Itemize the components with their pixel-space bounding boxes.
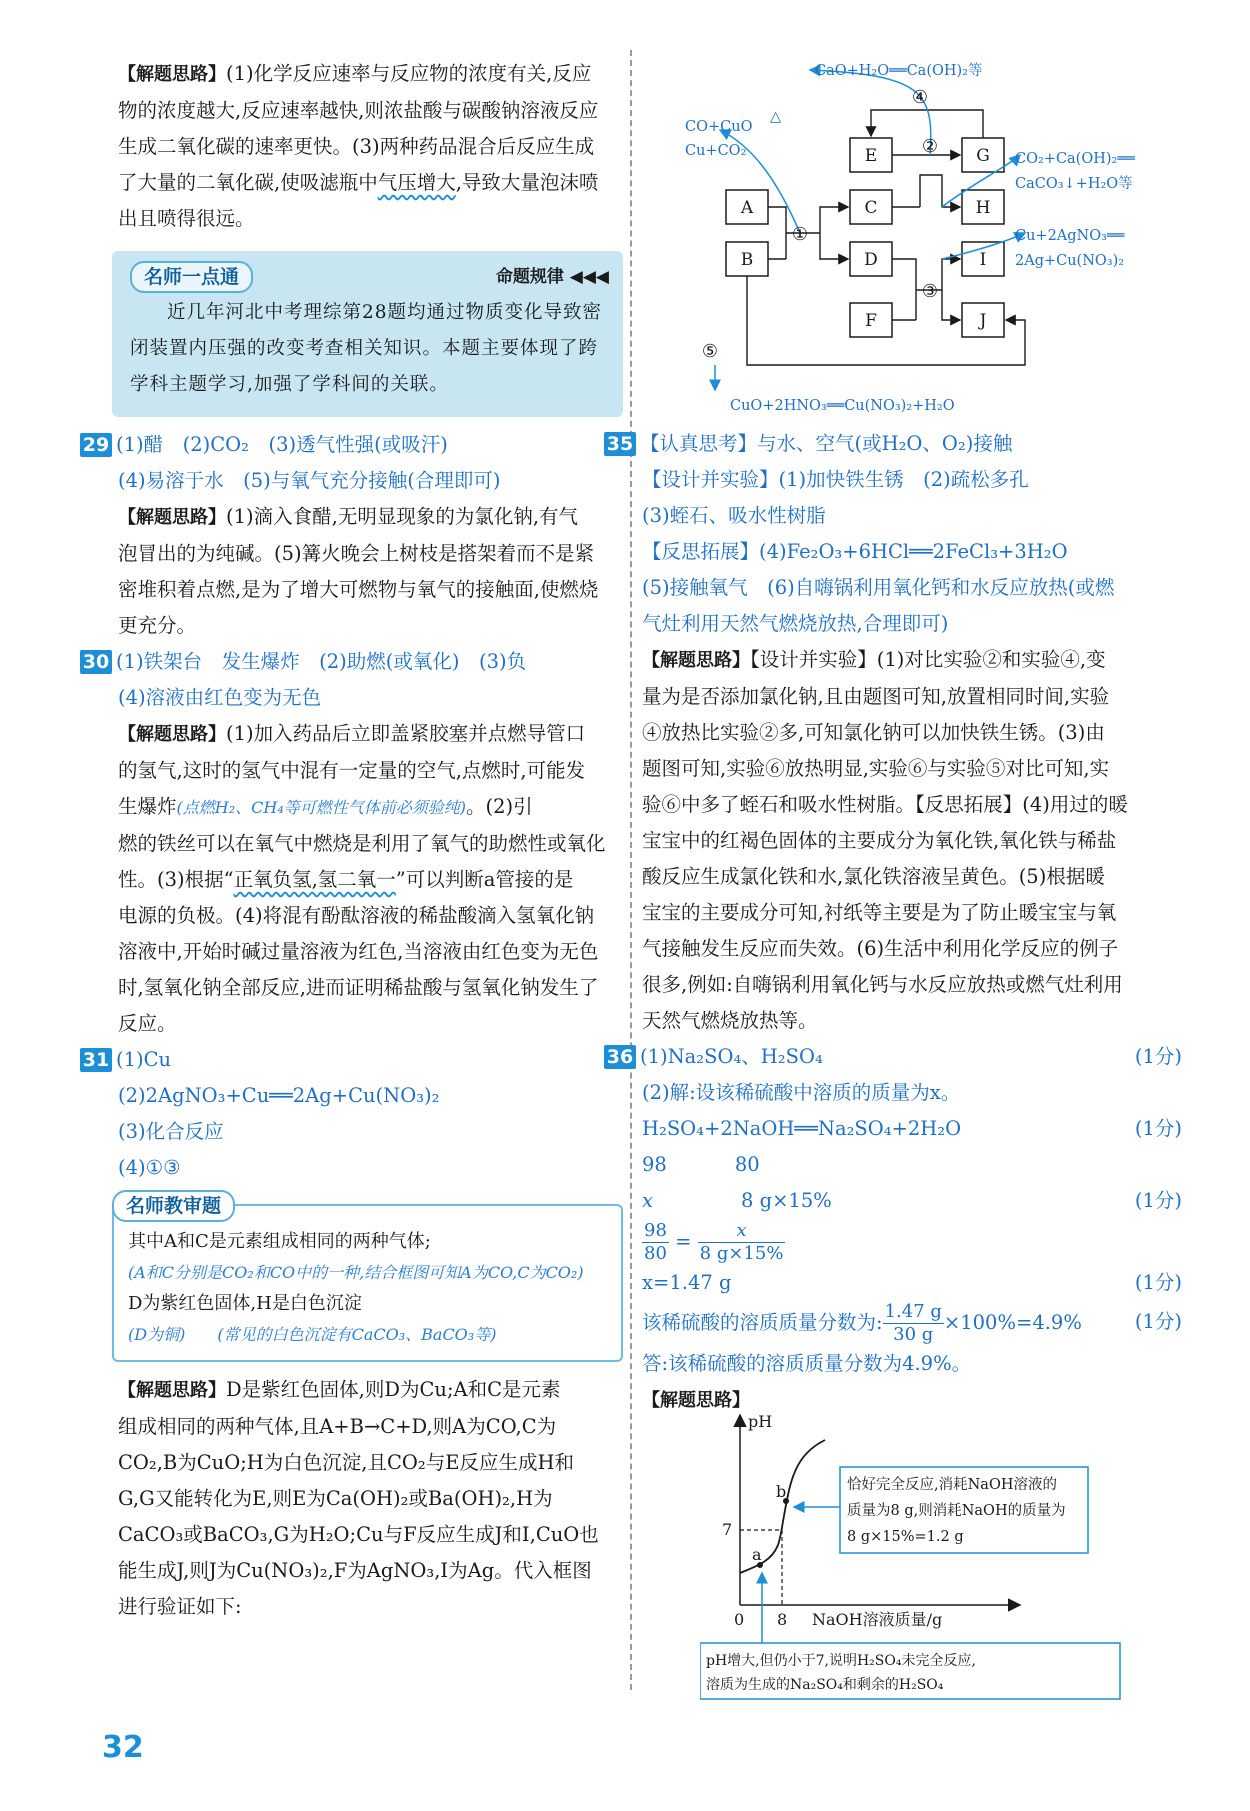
- text-line: (1)化学反应速率与反应物的浓度有关,反应: [226, 62, 592, 85]
- fraction: [642, 1220, 669, 1265]
- text-line: 题图可知,实验⑥放热明显,实验⑥与实验⑤对比可知,实: [642, 757, 1110, 780]
- question-number: 31: [80, 1048, 112, 1072]
- text-span: (1)加入药品后立即盖紧胶塞并点燃导管口: [226, 722, 586, 745]
- text-span: ”可以判断a管接的是: [395, 868, 574, 891]
- text-line: 宝宝的主要成分可知,衬纸等主要是为了防止暖宝宝与氧: [642, 901, 1117, 924]
- text-line: 密堆积着点燃,是为了增大可燃物与氧气的接触面,使燃烧: [118, 578, 599, 601]
- fraction: [698, 1220, 786, 1265]
- step-5: ⑤: [701, 341, 719, 362]
- q35-answer: [606, 426, 1182, 462]
- proportion-line: $\frac{98}{80}$ = $\frac{x}{8 g\times 15\%}$: [644, 1220, 784, 1264]
- right-column: [606, 426, 1182, 1419]
- label-H: H: [975, 198, 991, 218]
- step-1: ①: [791, 224, 809, 245]
- reaction-1-heat: △: [770, 109, 782, 125]
- fraction: [883, 1301, 944, 1346]
- q31-analysis: [118, 1372, 623, 1409]
- answer-line: 答:该稀硫酸的溶质质量分数为4.9%。: [642, 1352, 972, 1375]
- text-line: G,G又能转化为E,则E为Ca(OH)₂或Ba(OH)₂,H为: [118, 1487, 553, 1510]
- exam-line: D为紫红色固体,H是白色沉淀: [128, 1293, 362, 1314]
- exam-review-box: [112, 1195, 623, 1362]
- analysis-label: 【解题思路】: [642, 1390, 750, 1411]
- answer-line: (4)①③: [118, 1156, 181, 1179]
- text-line: 能生成J,则J为Cu(NO₃)₂,F为AgNO₃,I为Ag。代入框图: [118, 1559, 592, 1582]
- tip-text: 近几年河北中考理综第28题均通过物质变化导致密闭装置内压强的改变考查相关知识。本题主要体现了跨学科主题学习,加强了学科间的关联。: [130, 302, 603, 395]
- answer-line: 气灶利用天然气燃烧放热,合理即可): [642, 612, 949, 635]
- quantity: 8 g×15%: [741, 1189, 832, 1212]
- step-2: ②: [921, 136, 939, 157]
- text-line: 气接触发生反应而失效。(6)生活中利用化学反应的例子: [642, 937, 1119, 960]
- note-span: (常见的白色沉淀有CaCO₃、BaCO₃等): [217, 1325, 497, 1344]
- answer-line: (3)化合反应: [118, 1120, 224, 1143]
- numerator: 98: [644, 1220, 667, 1241]
- label-J: J: [979, 311, 987, 331]
- reaction-diagram: [680, 55, 1200, 425]
- reaction-3a: Cu+2AgNO₃══: [1015, 228, 1125, 244]
- mass-fraction-line: [642, 1301, 1182, 1346]
- equation-line: [642, 1111, 1182, 1147]
- handwritten-note: (A和C分别是CO₂和CO中的一种,结合框图可知A为CO,C为CO₂): [128, 1263, 584, 1282]
- score: (1分): [1134, 1045, 1182, 1068]
- q36-answer: [606, 1039, 1182, 1075]
- page-number: 32: [102, 1730, 144, 1765]
- handwritten-note: (点燃H₂、CH₄等可燃性气体前必须验纯): [176, 798, 466, 817]
- q35-analysis: [642, 642, 1182, 679]
- label-I: I: [979, 250, 987, 270]
- label-C: C: [864, 198, 878, 218]
- text-span: ,导致大量泡沫喷: [455, 171, 599, 194]
- q30-answer: [82, 644, 623, 680]
- left-column: [82, 56, 623, 1625]
- text-line: 燃的铁丝可以在氧气中燃烧是利用了氧气的助燃性或氧化: [118, 832, 606, 855]
- reaction-1b: Cu+CO₂: [685, 143, 747, 159]
- text-line: 验⑥中多了蛭石和吸水性树脂。【反思拓展】(4)用过的暖: [642, 793, 1128, 816]
- question-number: 29: [80, 433, 112, 457]
- handwritten-note: [128, 1320, 609, 1350]
- tick-8: 8: [777, 1610, 788, 1629]
- exam-badge: 名师教审题: [112, 1190, 235, 1222]
- x-label: NaOH溶液质量/g: [812, 1610, 943, 1629]
- annotation-text: 质量为8 g,则消耗NaOH的质量为: [847, 1503, 1066, 1519]
- tick-0: 0: [734, 1610, 745, 1629]
- ph-graph: [700, 1405, 1180, 1705]
- text-line: CaCO₃或BaCO₃,G为H₂O;Cu与F反应生成J和I,CuO也: [118, 1523, 599, 1546]
- label-G: G: [976, 146, 990, 166]
- text-line: ④放热比实验②多,可知氯化钠可以加快铁生锈。(3)由: [642, 721, 1105, 744]
- text-span: 【设计并实验】(1)对比实验②和实验④,变: [750, 648, 1106, 671]
- text-line: 天然气燃烧放热等。: [642, 1009, 818, 1032]
- text-line: 很多,例如:自嗨锅利用氧化钙与水反应放热或燃气灶利用: [642, 973, 1123, 996]
- text-line: 电源的负极。(4)将混有酚酞溶液的稀盐酸滴入氢氧化钠: [118, 904, 595, 927]
- reaction-2b: CaCO₃↓+H₂O等: [1015, 176, 1133, 192]
- text-line: 进行验证如下:: [118, 1595, 242, 1618]
- molar-mass: 80: [734, 1153, 760, 1176]
- text-line: 出且喷得很远。: [118, 207, 255, 230]
- note-span: (D为铜): [128, 1325, 186, 1344]
- result: x=1.47 g: [642, 1271, 732, 1294]
- answer-line: (4)易溶于水 (5)与氧气充分接触(合理即可): [118, 469, 501, 492]
- denominator: 8 g×15%: [699, 1243, 784, 1264]
- text-span: 了大量的二氧化碳,使吸滤瓶中: [118, 171, 378, 194]
- result-line: [642, 1265, 1182, 1301]
- reaction-3b: 2Ag+Cu(NO₃)₂: [1015, 253, 1125, 269]
- text-line: 生成二氧化碳的速率更快。(3)两种药品混合后反应生成: [118, 135, 595, 158]
- text-line: 宝宝中的红褐色固体的主要成分为氧化铁,氧化铁与稀盐: [642, 829, 1117, 852]
- text-line: [118, 165, 623, 201]
- emphasis-text: 正氧负氢,氢二氧一: [233, 868, 396, 891]
- text-line: 反应。: [118, 1012, 177, 1035]
- text-span: 。(2)引: [465, 795, 533, 818]
- answer-line: 【反思拓展】(4)Fe₂O₃+6HCl══2FeCl₃+3H₂O: [642, 540, 1068, 563]
- answer-line: (2)解:设该稀硫酸中溶质的质量为x。: [642, 1081, 961, 1104]
- label-D: D: [864, 250, 878, 270]
- answer-line: (5)接触氧气 (6)自嗨锅利用氧化钙和水反应放热(或燃: [642, 576, 1115, 599]
- answer-line: (3)蛭石、吸水性树脂: [642, 504, 826, 527]
- label-b: b: [776, 1482, 787, 1501]
- annotation-text: pH增大,但仍小于7,说明H₂SO₄未完全反应,: [706, 1653, 976, 1669]
- text-span: D是紫红色固体,则D为Cu;A和C是元素: [226, 1378, 561, 1401]
- text-line: [118, 862, 623, 898]
- question-number: 35: [604, 432, 636, 456]
- q29-answer: [82, 427, 623, 463]
- label-B: B: [740, 250, 754, 270]
- label-a: a: [752, 1545, 762, 1564]
- text-line: 量为是否添加氯化钠,且由题图可知,放置相同时间,实验: [642, 685, 1110, 708]
- numerator: 1.47 g: [884, 1301, 942, 1322]
- analysis-label: 【解题思路】: [118, 1380, 226, 1401]
- text-span: ×100%=4.9%: [943, 1311, 1082, 1334]
- q28-analysis: [118, 56, 623, 93]
- score: (1分): [1134, 1117, 1182, 1140]
- score: (1分): [1134, 1189, 1182, 1212]
- label-F: F: [865, 311, 877, 331]
- text-line: 的氢气,这时的氢气中混有一定量的空气,点燃时,可能发: [118, 759, 586, 782]
- tick-7: 7: [722, 1520, 733, 1539]
- q31-answer: [82, 1042, 623, 1078]
- text-line: 更充分。: [118, 614, 197, 637]
- question-number: 36: [604, 1045, 636, 1069]
- answer-line: (1)铁架台 发生爆炸 (2)助燃(或氧化) (3)负: [116, 650, 527, 673]
- text-span: 该稀硫酸的溶质质量分数为:: [642, 1311, 883, 1334]
- text-line: 酸反应生成氯化铁和水,氯化铁溶液呈黄色。(5)根据暖: [642, 865, 1105, 888]
- equation: H₂SO₄+2NaOH══Na₂SO₄+2H₂O: [642, 1117, 962, 1140]
- text-line: CO₂,B为CuO;H为白色沉淀,且CO₂与E反应生成H和: [118, 1451, 574, 1474]
- label-A: A: [740, 198, 754, 218]
- text-line: [118, 789, 623, 826]
- label-E: E: [864, 146, 878, 166]
- text-span: 性。(3)根据“: [118, 868, 234, 891]
- text-line: 时,氢氧化钠全部反应,进而证明稀盐酸与氢氧化钠发生了: [118, 976, 599, 999]
- answer-line: (1)醋 (2)CO₂ (3)透气性强(或吸汗): [116, 433, 448, 456]
- answer-line: 【设计并实验】(1)加快铁生锈 (2)疏松多孔: [642, 468, 1029, 491]
- text-line: 泡冒出的为纯碱。(5)篝火晚会上树枝是搭架着而不是紧: [118, 542, 595, 565]
- ratio-line: [642, 1183, 1182, 1219]
- tip-header: [130, 259, 609, 295]
- reaction-1a: CO+CuO: [685, 119, 753, 135]
- annotation-text: 8 g×15%=1.2 g: [847, 1529, 964, 1545]
- emphasis-text: 气压增大: [377, 171, 456, 194]
- text-line: 物的浓度越大,反应速率越快,则浓盐酸与碳酸钠溶液反应: [118, 99, 599, 122]
- denominator: 80: [644, 1243, 667, 1264]
- reaction-2a: CO₂+Ca(OH)₂══: [1015, 151, 1135, 167]
- text-line: 组成相同的两种气体,且A+B→C+D,则A为CO,C为: [118, 1415, 557, 1438]
- answer-line: (2)2AgNO₃+Cu══2Ag+Cu(NO₃)₂: [118, 1084, 440, 1107]
- text-span: 生爆炸: [118, 795, 177, 818]
- teacher-tip-box: [112, 251, 623, 417]
- analysis-label: 【解题思路】: [118, 507, 226, 528]
- q30-analysis: [118, 716, 623, 753]
- rule-label: 命题规律 ◀◀◀: [495, 267, 609, 287]
- reaction-5: CuO+2HNO₃══Cu(NO₃)₂+H₂O: [730, 398, 955, 414]
- answer-line: 【认真思考】与水、空气(或H₂O、O₂)接触: [640, 432, 1013, 455]
- tip-badge: 名师一点通: [130, 261, 253, 293]
- score: (1分): [1134, 1310, 1182, 1333]
- text-span: (1)滴入食醋,无明显现象的为氯化钠,有气: [226, 505, 579, 528]
- step-3: ③: [921, 281, 939, 302]
- text-line: 溶液中,开始时碱过量溶液为红色,当溶液由红色变为无色: [118, 940, 599, 963]
- answer-line: (1)Cu: [116, 1048, 172, 1071]
- reaction-4: CaO+H₂O══Ca(OH)₂等: [815, 63, 983, 79]
- score: (1分): [1134, 1271, 1182, 1294]
- ratio-line: [642, 1147, 1182, 1183]
- analysis-label: 【解题思路】: [118, 64, 226, 85]
- annotation-text: 恰好完全反应,消耗NaOH溶液的: [847, 1477, 1057, 1493]
- annotation-text: 溶质为生成的Na₂SO₄和剩余的H₂SO₄: [706, 1677, 944, 1693]
- unknown: x: [642, 1189, 653, 1212]
- q29-analysis: [118, 499, 623, 536]
- molar-mass: 98: [642, 1153, 667, 1176]
- denominator: 30 g: [893, 1324, 934, 1345]
- y-label: pH: [748, 1412, 773, 1431]
- answer-line: (4)溶液由红色变为无色: [118, 686, 322, 709]
- step-4: ④: [911, 87, 929, 108]
- analysis-label: 【解题思路】: [118, 724, 226, 745]
- numerator: x: [698, 1220, 786, 1243]
- analysis-label: 【解题思路】: [642, 650, 750, 671]
- answer-line: (1)Na₂SO₄、H₂SO₄: [640, 1045, 823, 1068]
- exam-line: 其中A和C是元素组成相同的两种气体;: [128, 1231, 431, 1252]
- column-divider: [630, 50, 632, 1690]
- question-number: 30: [80, 650, 112, 674]
